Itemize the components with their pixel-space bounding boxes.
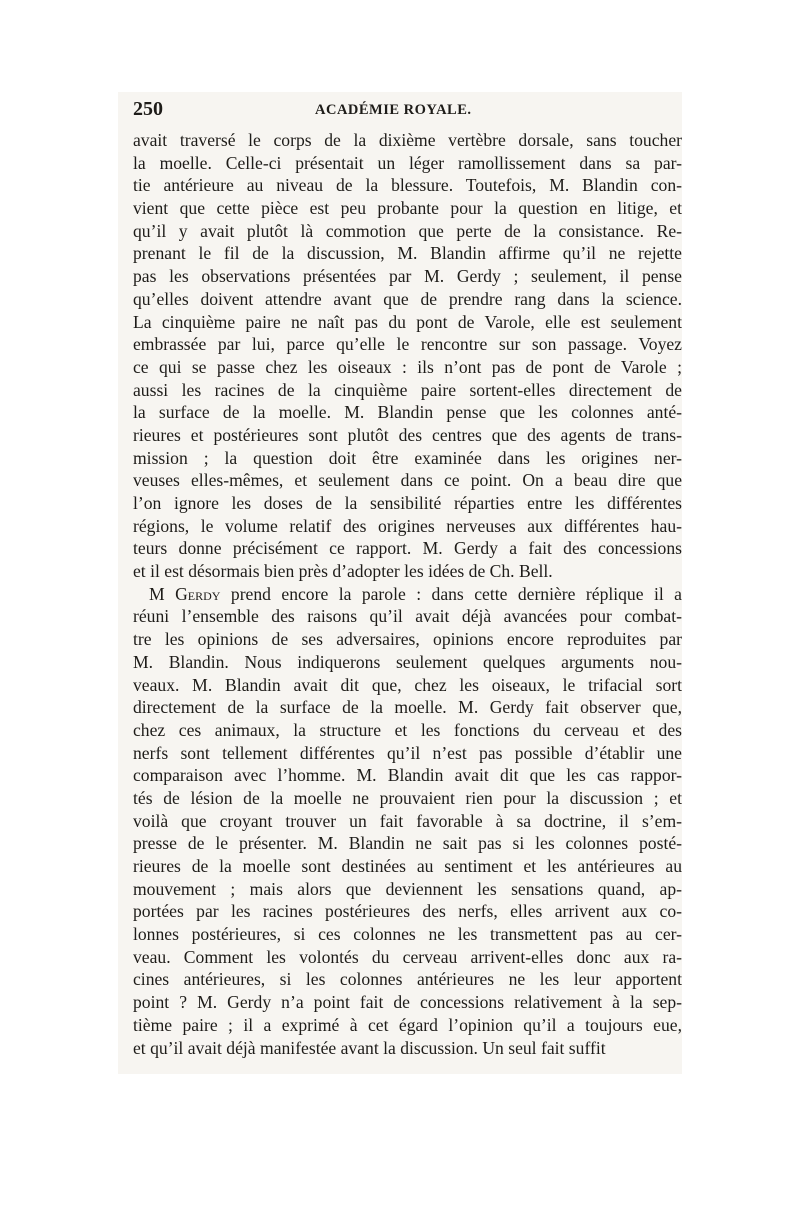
- text-line: teurs donne précisément ce rapport. M. Gerdy a fait des concessions: [133, 538, 682, 559]
- text-line: nerfs sont tellement différentes qu’il n’est pas possible d’établir une: [133, 742, 682, 763]
- text-line: rieures et postérieures sont plutôt des centres que des agents de trans-: [133, 424, 682, 445]
- text-line: voilà que croyant trouver un fait favorable à sa doctrine, il s’em-: [133, 810, 682, 831]
- text-line: tés de lésion de la moelle ne prouvaient rien pour la discussion ; et: [133, 787, 682, 808]
- running-head: ACADÉMIE ROYALE.: [315, 102, 472, 118]
- text-line: la moelle. Celle-ci présentait un léger ramollissement dans sa par-: [133, 152, 682, 173]
- text-line: prenant le fil de la discussion, M. Blandin affirme qu’il ne rejette: [133, 243, 682, 264]
- text-line: avait traversé le corps de la dixième vertèbre dorsale, sans toucher: [133, 130, 682, 150]
- text-line: réuni l’ensemble des raisons qu’il avait déjà avancées pour combat-: [133, 606, 682, 627]
- paragraph-1: [133, 129, 682, 583]
- text-line: embrassée par lui, parce qu’elle le rencontre sur son passage. Voyez: [133, 334, 682, 355]
- text-line: chez ces animaux, la structure et les fonctions du cerveau et des: [133, 719, 682, 740]
- text-line: M. Blandin. Nous indiquerons seulement quelques arguments nou-: [133, 651, 682, 672]
- text-line: comparaison avec l’homme. M. Blandin avait dit que les cas rappor-: [133, 765, 682, 786]
- text-line: veuses elles-mêmes, et seulement dans ce point. On a beau dire que: [133, 470, 682, 491]
- text-line: pas les observations présentées par M. Gerdy ; seulement, il pense: [133, 266, 682, 287]
- text-line: La cinquième paire ne naît pas du pont de Varole, elle est seulement: [133, 311, 682, 332]
- text-line: ce qui se passe chez les oiseaux : ils n’ont pas de pont de Varole ;: [133, 356, 682, 377]
- text-line: aussi les racines de la cinquième paire sortent-elles directement de: [133, 379, 682, 400]
- text-line: l’on ignore les doses de la sensibilité réparties entre les différentes: [133, 493, 682, 513]
- line-text: prend encore la parole : dans cette dernière réplique il a: [230, 583, 682, 604]
- text-line: presse de le présenter. M. Blandin ne sait pas si les colonnes posté-: [133, 833, 682, 854]
- text-line: portées par les racines postérieures des nerfs, elles arrivent aux co-: [133, 901, 682, 922]
- body-text: [133, 129, 682, 1059]
- text-line: mission ; la question doit être examinée dans les origines ner-: [133, 447, 682, 468]
- paragraph-2: [133, 583, 682, 1059]
- text-line: qu’elles doivent attendre avant que de prendre rang dans la science.: [133, 288, 682, 309]
- text-line: rieures de la moelle sont destinées au sentiment et les antérieures au: [133, 856, 682, 876]
- page-number: 250: [133, 98, 163, 120]
- text-line: veaux. M. Blandin avait dit que, chez les oiseaux, le trifacial sort: [133, 674, 682, 695]
- text-line: lonnes postérieures, si ces colonnes ne les transmettent pas au cer-: [133, 924, 682, 945]
- text-line: tième paire ; il a exprimé à cet égard l’opinion qu’il a toujours eue,: [133, 1014, 682, 1035]
- text-line: tie antérieure au niveau de la blessure. Toutefois, M. Blandin con-: [133, 175, 682, 196]
- text-line: et il est désormais bien près d’adopter les idées de Ch. Bell.: [133, 561, 553, 582]
- page-header: [133, 98, 682, 124]
- text-line: régions, le volume relatif des origines nerveuses aux différentes hau-: [133, 515, 682, 536]
- text-line: [133, 583, 682, 606]
- text-line: cines antérieures, si les colonnes antérieures ne les leur apportent: [133, 969, 682, 990]
- text-line: qu’il y avait plutôt là commotion que perte de la consistance. Re-: [133, 220, 682, 241]
- text-line: vient que cette pièce est peu probante pour la question en litige, et: [133, 198, 682, 219]
- text-line: point ? M. Gerdy n’a point fait de concessions relativement à la sep-: [133, 992, 682, 1013]
- text-line: et qu’il avait déjà manifestée avant la discussion. Un seul fait suffit: [133, 1037, 606, 1058]
- text-line: veau. Comment les volontés du cerveau arrivent-elles donc aux ra-: [133, 946, 682, 967]
- text-line: la surface de la moelle. M. Blandin pense que les colonnes anté-: [133, 402, 682, 423]
- text-line: mouvement ; mais alors que deviennent les sensations quand, ap-: [133, 878, 682, 899]
- speaker-name: M Gerdy: [149, 583, 221, 604]
- text-line: tre les opinions de ses adversaires, opinions encore reproduites par: [133, 629, 682, 650]
- text-line: directement de la surface de la moelle. M. Gerdy fait observer que,: [133, 697, 682, 718]
